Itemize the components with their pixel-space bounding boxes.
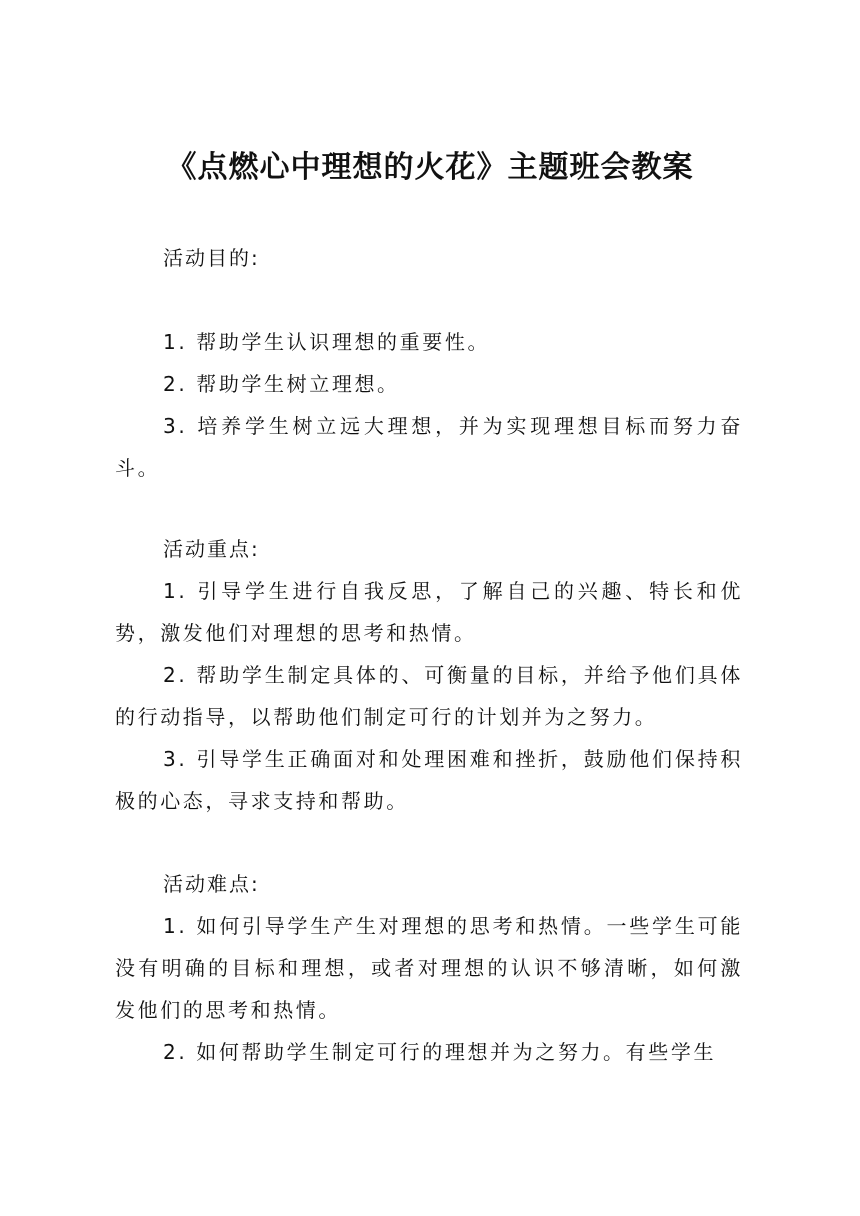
list-item: 1. 如何引导学生产生对理想的思考和热情。一些学生可能没有明确的目标和理想，或者对理想的认识不够清晰，如何激发他们的思考和热情。 [115, 914, 743, 1022]
list-item: 1. 引导学生进行自我反思，了解自己的兴趣、特长和优势，激发他们对理想的思考和热情。 [115, 579, 743, 645]
list-item: 2. 帮助学生树立理想。 [163, 372, 400, 396]
section-heading: 活动目的: [163, 246, 260, 270]
section-heading: 活动难点: [163, 872, 260, 896]
spacer [115, 279, 743, 321]
list-item: 2. 帮助学生制定具体的、可衡量的目标，并给予他们具体的行动指导，以帮助他们制定可行的计划并为之努力。 [115, 663, 743, 729]
list-item: 1. 帮助学生认识理想的重要性。 [163, 330, 491, 354]
section-focus [115, 528, 743, 822]
list-item: 3. 引导学生正确面对和处理困难和挫折，鼓励他们保持积极的心态，寻求支持和帮助。 [115, 747, 743, 813]
section-difficulty [115, 863, 743, 1073]
list-item: 2. 如何帮助学生制定可行的理想并为之努力。有些学生 [163, 1040, 717, 1064]
section-purpose [115, 237, 743, 489]
document-title: 《点燃心中理想的火花》主题班会教案 [166, 150, 694, 185]
list-item: 3. 培养学生树立远大理想，并为实现理想目标而努力奋斗。 [115, 414, 743, 480]
section-heading: 活动重点: [163, 537, 260, 561]
